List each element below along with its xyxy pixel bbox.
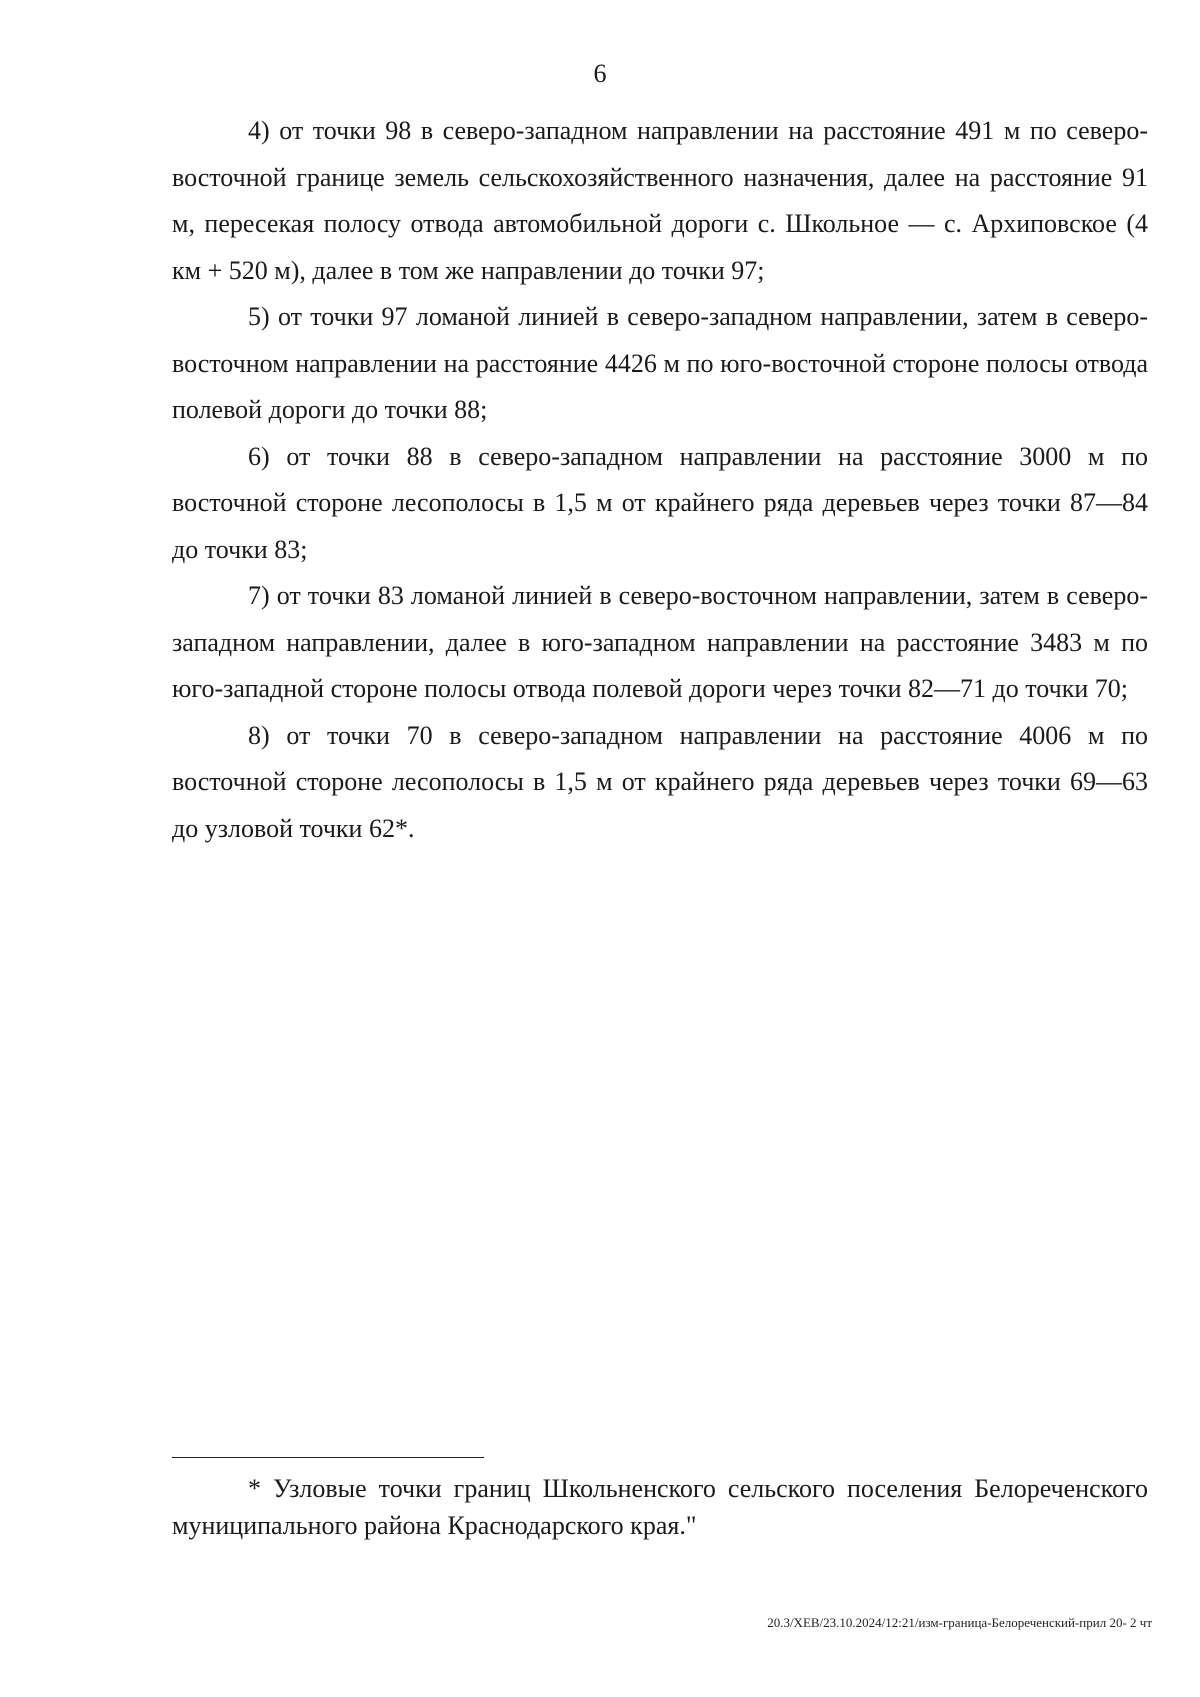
footnote: * Узловые точки границ Школьненского сельского поселения Белореченского муниципального района Краснодарского края." <box>172 1474 1148 1540</box>
footnote-divider <box>172 1457 484 1458</box>
paragraph-5: 5) от точки 97 ломаной линией в северо-западном направлении, затем в северо-восточном направлении на расстояние 4426 м по юго-восточной стороне полосы отвода полевой дороги до точки 88; <box>172 302 1148 424</box>
paragraph-8: 8) от точки 70 в северо-западном направлении на расстояние 4006 м по восточной стороне лесополосы в 1,5 м от крайнего ряда деревьев через точки 69—63 до узловой точки 62*. <box>172 720 1148 843</box>
paragraph-6: 6) от точки 88 в северо-западном направлении на расстояние 3000 м по восточной стороне лесополосы в 1,5 м от крайнего ряда деревьев через точки 87—84 до точки 83; <box>172 441 1148 564</box>
page-number: 6 <box>593 59 607 88</box>
paragraph-7: 7) от точки 83 ломаной линией в северо-восточном направлении, затем в северо-западном направлении, далее в юго-западном направлении на расстояние 3483 м по юго-западной стороне полосы отвода полевой дороги через точки 82—71 до точки 70; <box>172 581 1148 703</box>
document-code: 20.3/ХЕВ/23.10.2024/12:21/изм-граница-Белореченский-прил 20- 2 чт <box>767 1615 1152 1630</box>
document-body <box>172 108 1148 852</box>
paragraph-4: 4) от точки 98 в северо-западном направлении на расстояние 491 м по северо-восточной границе земель сельскохозяйственного назначения, далее на расстояние 91 м, пересекая полосу отвода автомобильной дороги с. Школьное — с. Архиповское (4 км + 520 м), далее в том же направлении до точки 97; <box>172 116 1148 285</box>
